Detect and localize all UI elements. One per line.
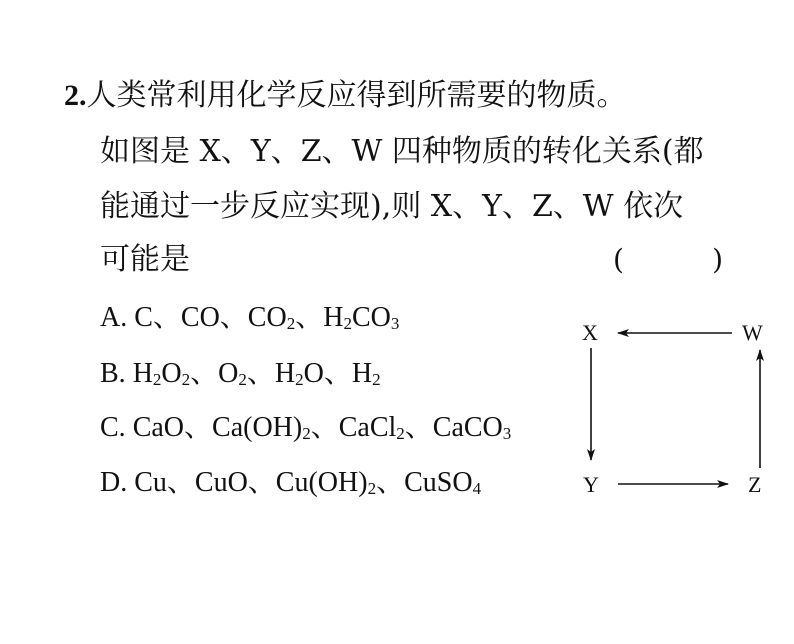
- node-x: X: [582, 320, 598, 345]
- answer-blank: [613, 240, 723, 280]
- formula-text: 、CaCl: [310, 412, 397, 443]
- formula-subscript: 2: [152, 370, 162, 389]
- option-label: D.: [100, 467, 135, 498]
- conversion-diagram: [560, 300, 790, 500]
- question-number: 2.: [64, 79, 87, 112]
- question-line-2: 如图是 X、Y、Z、W 四种物质的转化关系(都: [100, 134, 704, 169]
- question-line-4: 可能是: [100, 242, 190, 277]
- formula-text: C、CO、CO: [134, 302, 287, 333]
- formula-subscript: 4: [472, 479, 482, 498]
- option-c[interactable]: [100, 410, 511, 446]
- formula-text: Cu、CuO、Cu(OH): [134, 467, 368, 498]
- formula-text: 、CaCO: [404, 412, 503, 443]
- option-label: B.: [100, 358, 133, 389]
- formula-text: CO: [351, 302, 391, 333]
- formula-text: 、H: [295, 302, 344, 333]
- option-a[interactable]: [100, 300, 399, 336]
- question-text-1: 人类常利用化学反应得到所需要的物质。: [86, 78, 627, 113]
- formula-subscript: 3: [390, 314, 400, 333]
- formula-subscript: 2: [396, 424, 405, 443]
- formula-subscript: 2: [372, 370, 381, 389]
- node-y: Y: [583, 472, 599, 497]
- formula-text: CaO、Ca(OH): [132, 412, 303, 443]
- formula-text: H: [132, 358, 153, 389]
- formula-subscript: 2: [343, 314, 352, 333]
- formula-text: O、H: [303, 358, 373, 389]
- question-line-1: [64, 76, 627, 116]
- option-label: C.: [100, 412, 133, 443]
- formula-subscript: 2: [286, 314, 296, 333]
- formula-subscript: 2: [238, 370, 247, 389]
- formula-subscript: 2: [295, 370, 304, 389]
- formula-text: 、O: [190, 358, 239, 389]
- formula-subscript: 3: [502, 424, 512, 443]
- node-z: Z: [748, 472, 762, 497]
- formula-subscript: 2: [302, 424, 311, 443]
- answer-paren-open: (: [613, 243, 624, 276]
- answer-paren-close: ): [712, 243, 723, 276]
- formula-text: O: [161, 358, 182, 389]
- formula-subscript: 2: [367, 479, 377, 498]
- formula-subscript: 2: [181, 370, 191, 389]
- option-d[interactable]: [100, 465, 481, 501]
- formula-text: 、CuSO: [376, 467, 473, 498]
- option-label: A.: [100, 302, 135, 333]
- node-w: W: [742, 320, 763, 345]
- formula-text: 、H: [246, 358, 296, 389]
- option-b[interactable]: [100, 356, 381, 392]
- question-line-3: 能通过一步反应实现),则 X、Y、Z、W 依次: [100, 189, 684, 224]
